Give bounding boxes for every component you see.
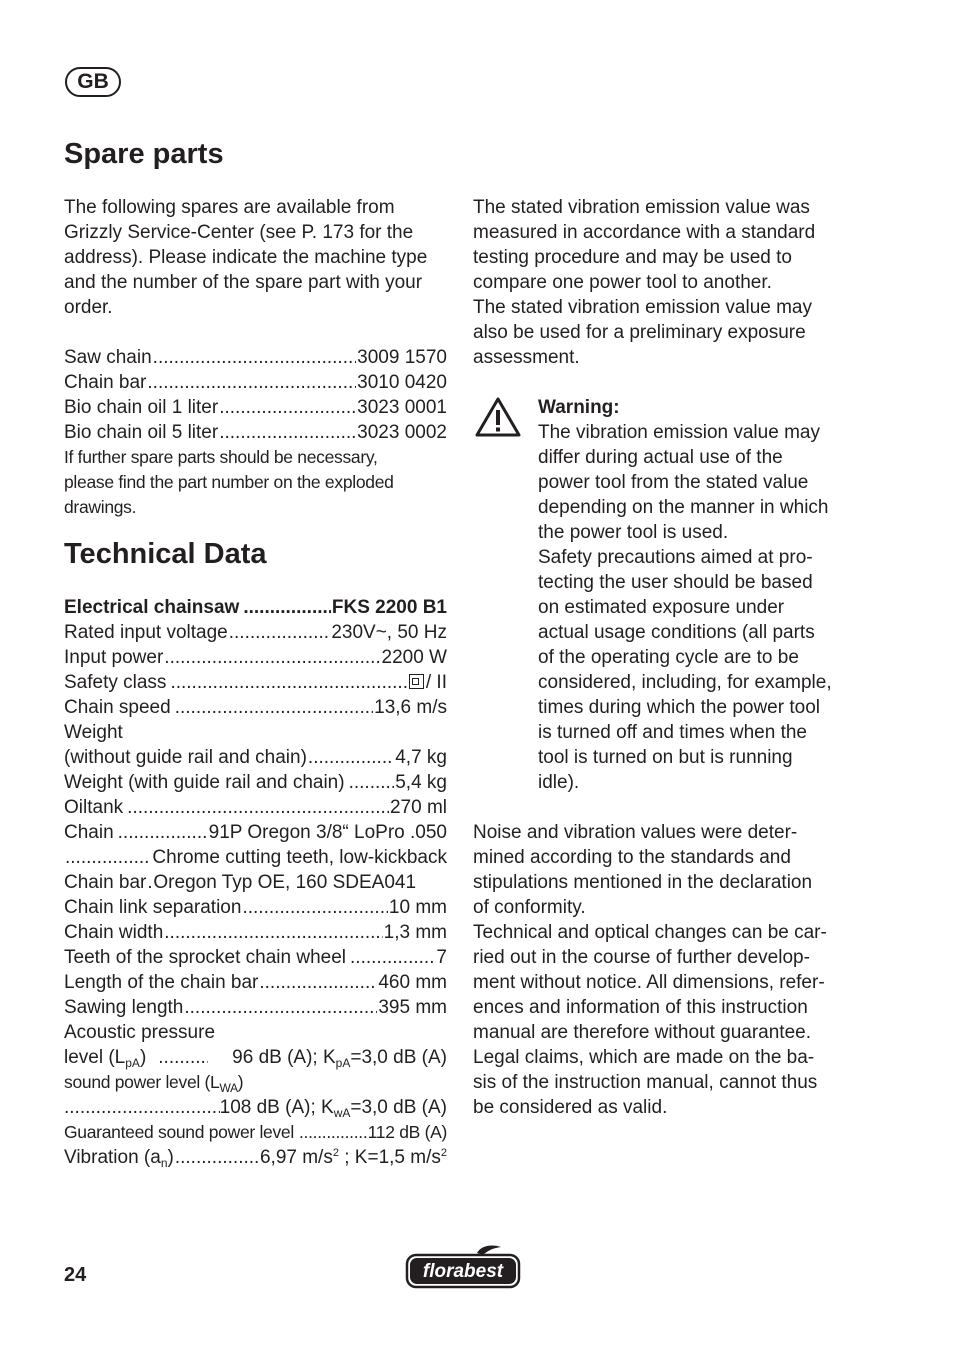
model-label: Electrical chainsaw — [64, 597, 240, 618]
spec-value: 5,4 kg — [395, 772, 447, 793]
part-number: 3023 0002 — [357, 422, 447, 443]
spec-label: Vibration $(a_n)$ — [64, 1147, 174, 1170]
spec-row — [64, 670, 447, 695]
page-number: 24 — [64, 1264, 87, 1286]
spec-value: / II — [425, 672, 447, 693]
spare-parts-heading: Spare parts — [64, 138, 224, 170]
spec-row — [64, 795, 447, 820]
spec-row — [64, 895, 447, 920]
text-line: tecting the user should be based — [538, 572, 813, 593]
text-line: Safety precautions aimed at pro- — [538, 547, 813, 568]
part-number: 3023 0001 — [357, 397, 447, 418]
text-line: be considered as valid. — [473, 1097, 668, 1118]
spec-label: Safety class — [64, 672, 167, 693]
spec-label: Input power — [64, 647, 164, 668]
spec-row — [64, 845, 447, 870]
spec-row — [64, 995, 447, 1020]
spare-part-row — [64, 420, 447, 445]
spec-label: Chain speed — [64, 697, 171, 718]
spec-label: Chain bar — [64, 872, 147, 893]
spec-value: 4,7 kg — [395, 747, 447, 768]
text-line: of conformity. — [473, 897, 586, 918]
spec-value: 395 mm — [378, 997, 447, 1018]
conformity-paragraph — [473, 820, 858, 1120]
spec-value: 7 — [436, 947, 447, 968]
part-number: 3010 0420 — [357, 372, 447, 393]
text-line: of the operating cycle are to be — [538, 647, 799, 668]
spec-label: Weight — [64, 722, 123, 743]
spec-row — [64, 745, 447, 770]
spare-parts-list — [64, 345, 447, 520]
part-number: 3009 1570 — [357, 347, 447, 368]
text-line: measured in accordance with a standard — [473, 222, 816, 243]
text-line: Noise and vibration values were deter- — [473, 822, 798, 843]
spec-value: 270 ml — [389, 797, 447, 818]
text-line: The stated vibration emission value may — [473, 297, 812, 318]
text-line: The following spares are available from — [64, 197, 395, 218]
text-line: depending on the manner in which — [538, 497, 829, 518]
text-line: order. — [64, 297, 113, 318]
part-name: Bio chain oil 5 liter — [64, 422, 219, 443]
spec-value: 6,97 $m/s^2$ ; K=1,5 $m/s^2$ — [259, 1147, 447, 1168]
text-line: Legal claims, which are made on the ba- — [473, 1047, 815, 1068]
spec-label: Length of the chain bar — [64, 972, 259, 993]
spec-label: Sawing length — [64, 997, 184, 1018]
text-line: tool is turned on but is running — [538, 747, 793, 768]
spec-label: Chain width — [64, 922, 164, 943]
spec-row — [64, 920, 447, 945]
text-line: mined according to the standards and — [473, 847, 791, 868]
spec-label: level $(L_{pA})$ — [64, 1047, 147, 1070]
text-line: and the number of the spare part with your — [64, 272, 423, 293]
spec-label: Weight (with guide rail and chain) — [64, 772, 345, 793]
note-line: If further spare parts should be necessary, — [64, 447, 378, 467]
spec-row — [64, 1120, 447, 1145]
spec-value: 460 mm — [378, 972, 447, 993]
text-line: is turned off and times when the — [538, 722, 807, 743]
spare-part-row — [64, 395, 447, 420]
spec-value: 13,6 m/s — [374, 697, 447, 718]
text-line: idle). — [538, 772, 580, 793]
spec-value: Chrome cutting teeth, low-kickback — [152, 847, 447, 868]
spec-label: Teeth of the sprocket chain wheel — [64, 947, 347, 968]
language-badge: GB — [65, 67, 121, 97]
svg-text:florabest: florabest — [422, 1261, 504, 1282]
text-line: differ during actual use of the — [538, 447, 783, 468]
warning-triangle-icon — [474, 396, 522, 438]
spec-row — [64, 720, 447, 745]
spec-row-sound-power — [64, 1070, 447, 1095]
text-line: The stated vibration emission value was — [473, 197, 810, 218]
text-line: power tool from the stated value — [538, 472, 809, 493]
spare-parts-intro — [64, 195, 447, 320]
spare-part-row — [64, 345, 447, 370]
technical-data-table — [64, 595, 447, 1170]
text-line: assessment. — [473, 347, 580, 368]
spec-value: 91P Oregon 3/8“ LoPro .050 — [208, 822, 447, 843]
text-line: actual usage conditions (all parts — [538, 622, 815, 643]
text-line: manual are therefore without guarantee. — [473, 1022, 811, 1043]
part-name: Saw chain — [64, 347, 152, 368]
text-line: stipulations mentioned in the declaration — [473, 872, 813, 893]
spec-label: Chain — [64, 822, 114, 843]
spec-value: 96 dB (A); $K_{pA}=3,0$ dB (A) — [232, 1047, 447, 1070]
spec-row-sound-power-value — [64, 1095, 447, 1120]
spec-row — [64, 645, 447, 670]
spec-label: (without guide rail and chain) — [64, 747, 307, 768]
text-line: ment without notice. All dimensions, refer- — [473, 972, 825, 993]
spec-value: Oregon Typ OE, 160 SDEA041 — [153, 872, 417, 893]
spec-label: Acoustic pressure — [64, 1022, 216, 1043]
spec-row — [64, 945, 447, 970]
vibration-info-paragraph — [473, 195, 858, 370]
spec-row — [64, 695, 447, 720]
note-line: please find the part number on the exploded — [64, 472, 394, 492]
spec-value: 2200 W — [381, 647, 447, 668]
text-line: ences and information of this instruction — [473, 997, 808, 1018]
warning-title: Warning: — [538, 397, 620, 418]
spec-label: Guaranteed sound power level — [64, 1122, 294, 1142]
spec-label: Chain link separation — [64, 897, 242, 918]
text-line: compare one power tool to another. — [473, 272, 772, 293]
technical-data-heading: Technical Data — [64, 538, 267, 570]
protection-class-icon — [409, 674, 424, 689]
spare-part-row — [64, 370, 447, 395]
text-line: Technical and optical changes can be car- — [473, 922, 827, 943]
model-row — [64, 595, 447, 620]
spec-row — [64, 1020, 447, 1045]
spec-value: 108 dB (A); $K_{wA}=3,0$ dB (A) — [219, 1097, 447, 1120]
text-line: sis of the instruction manual, cannot thus — [473, 1072, 818, 1093]
text-line: ried out in the course of further develop- — [473, 947, 810, 968]
text-line: Grizzly Service-Center (see P. 173 for the — [64, 222, 414, 243]
text-line: testing procedure and may be used to — [473, 247, 792, 268]
spec-value: 1,3 mm — [383, 922, 447, 943]
text-line: The vibration emission value may — [538, 422, 820, 443]
spec-value: 112 dB (A) — [367, 1122, 447, 1142]
spec-row — [64, 770, 447, 795]
florabest-logo — [405, 1243, 521, 1291]
note-line: drawings. — [64, 497, 137, 517]
warning-block — [538, 395, 858, 795]
model-value: FKS 2200 B1 — [331, 597, 447, 618]
part-name: Bio chain oil 1 liter — [64, 397, 219, 418]
spec-row-acoustic-level — [64, 1045, 447, 1070]
part-name: Chain bar — [64, 372, 147, 393]
text-line: times during which the power tool — [538, 697, 820, 718]
text-line: address). Please indicate the machine type — [64, 247, 428, 268]
spec-row — [64, 620, 447, 645]
text-line: on estimated exposure under — [538, 597, 785, 618]
spec-row — [64, 820, 447, 845]
spec-value: 230V~, 50 Hz — [331, 622, 447, 643]
spec-row — [64, 870, 447, 895]
spec-row — [64, 970, 447, 995]
spec-value: 10 mm — [388, 897, 447, 918]
text-line: also be used for a preliminary exposure — [473, 322, 806, 343]
text-line: considered, including, for example, — [538, 672, 832, 693]
text-line: the power tool is used. — [538, 522, 729, 543]
spec-label: Rated input voltage — [64, 622, 228, 643]
spec-label: Oiltank — [64, 797, 124, 818]
spec-label: sound power level $(L_{WA})$ — [64, 1072, 244, 1095]
spec-row-vibration — [64, 1145, 447, 1170]
